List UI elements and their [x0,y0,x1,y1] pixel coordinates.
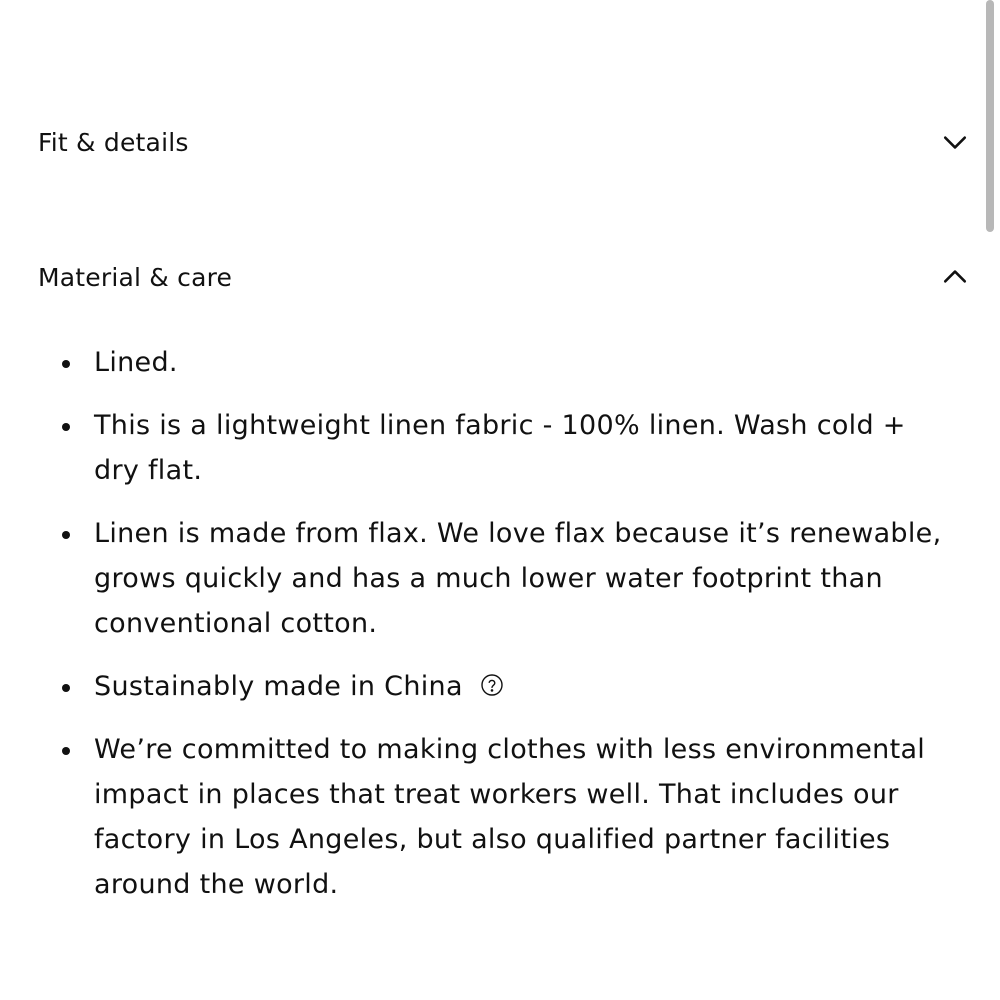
care-item-text: Linen is made from flax. We love flax because it’s renewable, grows quickly and has a much lower water footprint than conventional cotton. [94,518,942,639]
question-circle-icon[interactable] [480,673,504,697]
care-item-text: We’re committed to making clothes with less environmental impact in places that treat workers well. That includes our factory in Los Angeles, but also qualified partner facilities around the world. [94,734,926,900]
material-care-title: Material & care [38,262,233,292]
care-item-text: Lined. [94,347,178,378]
material-care-list [94,340,964,925]
list-item [94,511,964,646]
list-item [94,727,964,907]
fit-details-title: Fit & details [38,127,189,157]
material-care-accordion-toggle[interactable] [38,247,970,307]
list-item [94,664,964,709]
fit-details-accordion-toggle[interactable] [38,112,970,172]
care-item-text: Sustainably made in China [94,671,463,702]
page-scrollbar[interactable] [986,0,994,232]
list-item [94,340,964,385]
chevron-up-icon[interactable] [940,262,970,292]
chevron-down-icon[interactable] [940,127,970,157]
care-item-text: This is a lightweight linen fabric - 100% linen. Wash cold + dry flat. [94,410,906,486]
list-item [94,403,964,493]
